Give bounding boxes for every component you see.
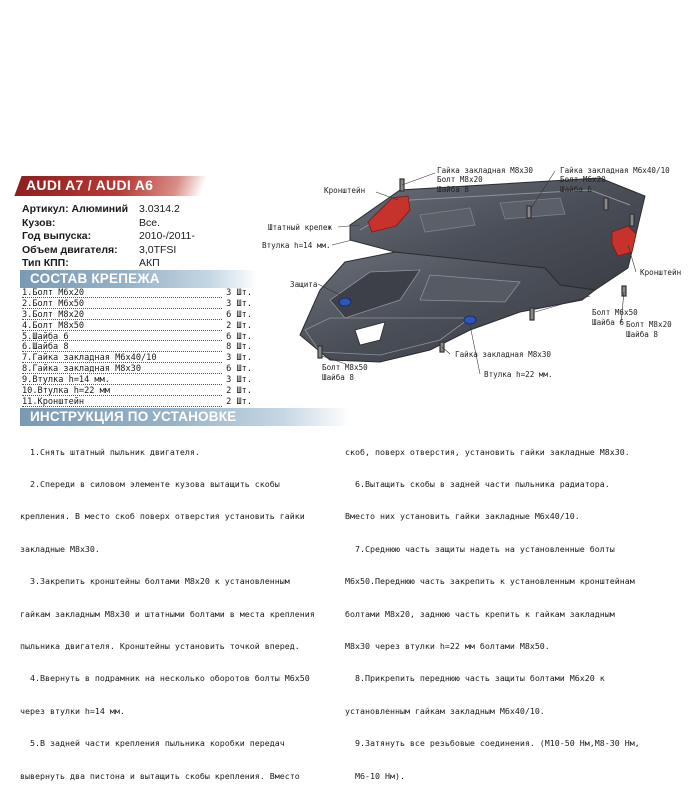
instruction-line: 9.Затянуть все резьбовые соединения. (М10-50 Нм,М8-30 Нм, xyxy=(345,738,640,749)
label-bolt-m8x20-washer8: Болт М8х20 Шайба 8 xyxy=(437,175,483,194)
instruction-line: установленным гайкам закладным М6х40/10. xyxy=(345,705,545,716)
instruction-line: 3.Закрепить кронштейны болтами М8х20 к установленным xyxy=(20,576,290,587)
instruction-line: 4.Ввернуть в подрамник на несколько оборотов болты М6х50 xyxy=(20,673,310,684)
instruction-line: пыльника двигателя. Кронштейны установить точкой вперед. xyxy=(20,640,300,651)
spec-label: Тип КПП: xyxy=(22,257,69,270)
instruction-line: Вместо них установить гайки закладные М6х40/10. xyxy=(345,511,580,522)
list-item: 3.Болт М8х20 6 Шт. xyxy=(22,309,252,320)
spec-label: Год выпуска: xyxy=(22,230,92,243)
spec-value: АКП xyxy=(139,257,160,270)
spec-value: 3,0TFSI xyxy=(139,243,177,256)
instruction-line: гайкам закладным М8х30 и штатными болтами в места крепления xyxy=(20,608,315,619)
instruction-line: через втулки h=14 мм. xyxy=(20,705,125,716)
instructions-title: ИНСТРУКЦИЯ ПО УСТАНОВКЕ xyxy=(30,409,237,424)
list-item: 4.Болт М8х50 2 Шт. xyxy=(22,320,252,331)
spec-label: Объем двигателя: xyxy=(22,243,118,256)
instruction-line: М6-10 Нм). xyxy=(345,770,405,781)
instruction-line: 6.Вытащить скобы в задней части пыльника радиатора. xyxy=(345,478,610,489)
instruction-line: крепления. В место скоб поверх отверстия установить гайки xyxy=(20,511,305,522)
label-bracket-right: Кронштейн xyxy=(640,268,682,277)
label-nut-m8x30-bottom: Гайка закладная М8х30 xyxy=(455,350,552,359)
list-item: 8.Гайка закладная М8х30 6 Шт. xyxy=(22,364,252,375)
sleeve-right xyxy=(464,316,476,324)
label-bracket-left: Кронштейн xyxy=(324,186,366,195)
instruction-line: М6х50.Переднюю часть закрепить к установленным кронштейнам xyxy=(345,576,635,587)
list-item: 9.Втулка h=14 мм. 3 Шт. xyxy=(22,375,252,386)
spec-label: Артикул: Алюминий xyxy=(22,203,129,215)
list-item: 11.Кронштейн 2 Шт. xyxy=(22,396,252,407)
instruction-line: 8.Прикрепить переднюю часть защиты болтами М6х20 к xyxy=(345,673,605,684)
list-item: 7.Гайка закладная М6х40/10 3 Шт. xyxy=(22,353,252,364)
bracket-right xyxy=(612,226,636,256)
label-nut-m6x40: Гайка закладная М6х40/10 xyxy=(560,166,670,175)
instruction-line: 7.Среднюю часть защиты надеть на установленные болты xyxy=(345,543,615,554)
instruction-line: 1.Снять штатный пыльник двигателя. xyxy=(20,446,200,457)
instruction-line: закладные М8х30. xyxy=(20,543,100,554)
list-item: 6.Шайба 8 8 Шт. xyxy=(22,342,252,353)
label-bolt-m6x20-washer6: Болт М6х20 Шайба 6 xyxy=(560,175,606,194)
label-sleeve-22: Втулка h=22 мм. xyxy=(484,370,553,379)
spec-value: Все. xyxy=(139,216,161,229)
label-bolt-m8x50-washer8: Болт М8х50 Шайба 8 xyxy=(322,363,368,382)
list-item: 2.Болт М6х50 3 Шт. xyxy=(22,298,252,309)
label-nut-m8x30: Гайка закладная М8х30 xyxy=(437,166,534,175)
fasteners-title: СОСТАВ КРЕПЕЖА xyxy=(30,271,160,286)
instruction-line: болтами М8х20, заднюю часть крепить к гайкам закладным xyxy=(345,608,615,619)
page-title: AUDI A7 / AUDI A6 xyxy=(26,177,154,193)
label-stock-fastener: Штатный крепеж xyxy=(268,223,333,232)
spec-value: 2010-/2011- xyxy=(139,230,195,243)
instruction-line: М8х30 через втулки h=22 мм болтами М8х50. xyxy=(345,640,550,651)
label-sleeve-14: Втулка h=14 мм. xyxy=(262,241,331,250)
list-item: 5.Шайба 6 6 Шт. xyxy=(22,331,252,342)
spec-label: Кузов: xyxy=(22,216,56,229)
list-item: 1.Болт М6х20 3 Шт. xyxy=(22,288,252,298)
spec-value: 3.0314.2 xyxy=(139,203,180,215)
instruction-line: вывернуть два пистона и вытащить скобы крепления. Вместо xyxy=(20,770,300,781)
instruction-line: скоб, поверх отверстия, установить гайки закладные М8х30. xyxy=(345,446,630,457)
instruction-line: 2.Спереди в силовом элементе кузова вытащить скобы xyxy=(20,478,280,489)
label-bolt-m8x20-washer8-right: Болт М8х20 Шайба 8 xyxy=(626,320,672,339)
list-item: 10.Втулка h=22 мм 2 Шт. xyxy=(22,386,252,397)
label-bolt-m6x50-washer6: Болт М6х50 Шайба 6 xyxy=(592,308,638,327)
sleeve-left xyxy=(339,298,351,306)
label-guard: Защита xyxy=(290,280,318,289)
instruction-line: 5.В задней части крепления пыльника коробки передач xyxy=(20,738,285,749)
